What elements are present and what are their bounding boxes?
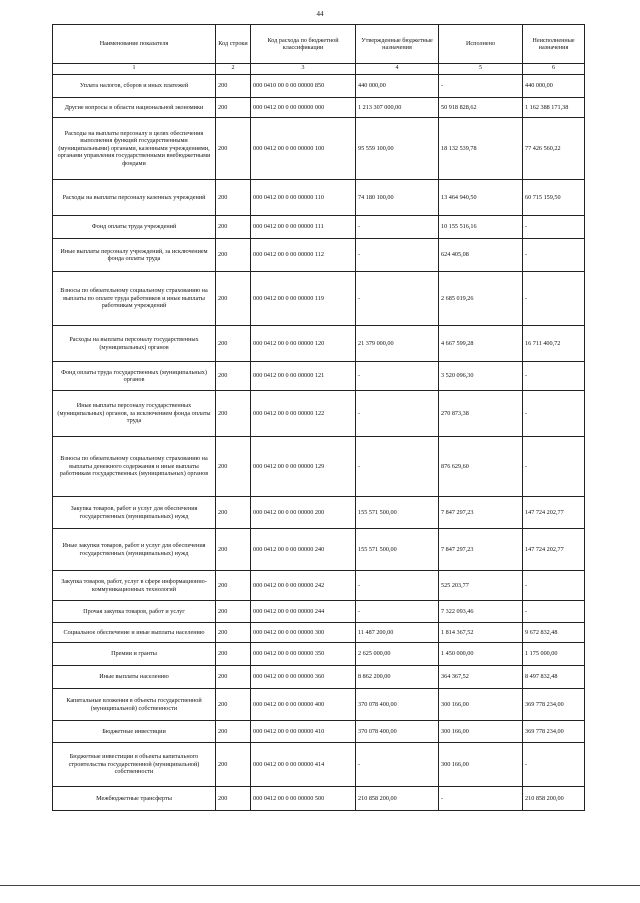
unexecuted-amount-cell: 9 672 832,48	[523, 623, 585, 643]
line-code-cell: 200	[216, 239, 251, 272]
header-row	[53, 25, 585, 64]
approved-amount-cell: 95 559 100,00	[356, 118, 439, 180]
line-code-cell: 200	[216, 437, 251, 497]
table-row	[53, 180, 585, 216]
table-row	[53, 643, 585, 666]
indicator-name-cell: Расходы на выплаты персоналу в целях обеспечения выполнения функций государственными (муниципальными) органами, казенными учреждениями, органами управления государственными внебюджетными фондами	[53, 118, 216, 180]
executed-amount-cell: 624 405,08	[439, 239, 523, 272]
header-unexecuted: Неисполненные назначения	[523, 25, 585, 64]
approved-amount-cell: -	[356, 391, 439, 437]
unexecuted-amount-cell: 8 497 832,48	[523, 666, 585, 689]
executed-amount-cell: 18 132 539,78	[439, 118, 523, 180]
unexecuted-amount-cell: 60 715 159,50	[523, 180, 585, 216]
column-number-row	[53, 64, 585, 75]
indicator-name-cell: Иные выплаты персоналу государственных (муниципальных) органов, за исключением фонда оплаты труда	[53, 391, 216, 437]
indicator-name-cell: Закупка товаров, работ, услуг в сфере информационно-коммуникационных технологий	[53, 571, 216, 601]
line-code-cell: 200	[216, 497, 251, 529]
indicator-name-cell: Взносы по обязательному социальному страхованию на выплаты денежного содержания и иные выплаты работникам государственных (муниципальных) органов	[53, 437, 216, 497]
approved-amount-cell: 8 862 200,00	[356, 666, 439, 689]
classification-code-cell: 000 0412 00 0 00 00000 120	[251, 326, 356, 362]
executed-amount-cell: 300 166,00	[439, 721, 523, 743]
unexecuted-amount-cell: -	[523, 571, 585, 601]
executed-amount-cell: 270 873,38	[439, 391, 523, 437]
indicator-name-cell: Иные выплаты населению	[53, 666, 216, 689]
indicator-name-cell: Расходы на выплаты персоналу государственных (муниципальных) органов	[53, 326, 216, 362]
unexecuted-amount-cell: -	[523, 743, 585, 787]
line-code-cell: 200	[216, 643, 251, 666]
line-code-cell: 200	[216, 180, 251, 216]
table-row	[53, 326, 585, 362]
unexecuted-amount-cell: 16 711 400,72	[523, 326, 585, 362]
indicator-name-cell: Премии и гранты	[53, 643, 216, 666]
classification-code-cell: 000 0412 00 0 00 00000 121	[251, 362, 356, 391]
indicator-name-cell: Прочая закупка товаров, работ и услуг	[53, 601, 216, 623]
unexecuted-amount-cell: 440 000,00	[523, 75, 585, 98]
approved-amount-cell: 21 379 000,00	[356, 326, 439, 362]
line-code-cell: 200	[216, 118, 251, 180]
executed-amount-cell: 4 667 599,28	[439, 326, 523, 362]
line-code-cell: 200	[216, 623, 251, 643]
executed-amount-cell: 7 847 297,23	[439, 529, 523, 571]
table-row	[53, 437, 585, 497]
table-row	[53, 666, 585, 689]
executed-amount-cell: 1 814 367,52	[439, 623, 523, 643]
line-code-cell: 200	[216, 689, 251, 721]
unexecuted-amount-cell: -	[523, 362, 585, 391]
table-row	[53, 623, 585, 643]
unexecuted-amount-cell: 210 858 200,00	[523, 787, 585, 811]
unexecuted-amount-cell: -	[523, 239, 585, 272]
approved-amount-cell: -	[356, 216, 439, 239]
indicator-name-cell: Закупка товаров, работ и услуг для обеспечения государственных (муниципальных) нужд	[53, 497, 216, 529]
approved-amount-cell: 370 078 400,00	[356, 721, 439, 743]
classification-code-cell: 000 0412 00 0 00 00000 110	[251, 180, 356, 216]
indicator-name-cell: Бюджетные инвестиции	[53, 721, 216, 743]
table-body	[53, 75, 585, 811]
indicator-name-cell: Другие вопросы в области национальной экономики	[53, 98, 216, 118]
line-code-cell: 200	[216, 666, 251, 689]
executed-amount-cell: 525 203,77	[439, 571, 523, 601]
line-code-cell: 200	[216, 272, 251, 326]
table-row	[53, 98, 585, 118]
unexecuted-amount-cell: -	[523, 272, 585, 326]
line-code-cell: 200	[216, 75, 251, 98]
executed-amount-cell: 13 464 940,50	[439, 180, 523, 216]
line-code-cell: 200	[216, 743, 251, 787]
indicator-name-cell: Межбюджетные трансферты	[53, 787, 216, 811]
table-row	[53, 118, 585, 180]
line-code-cell: 200	[216, 216, 251, 239]
column-number: 1	[53, 64, 216, 75]
approved-amount-cell: 370 078 400,00	[356, 689, 439, 721]
approved-amount-cell: -	[356, 743, 439, 787]
approved-amount-cell: -	[356, 239, 439, 272]
table-row	[53, 216, 585, 239]
table-row	[53, 497, 585, 529]
indicator-name-cell: Иные выплаты персоналу учреждений, за исключением фонда оплаты труда	[53, 239, 216, 272]
indicator-name-cell: Расходы на выплаты персоналу казенных учреждений	[53, 180, 216, 216]
classification-code-cell: 000 0412 00 0 00 00000 000	[251, 98, 356, 118]
approved-amount-cell: -	[356, 362, 439, 391]
budget-execution-table	[52, 24, 585, 811]
executed-amount-cell: 300 166,00	[439, 743, 523, 787]
table-row	[53, 529, 585, 571]
executed-amount-cell: 300 166,00	[439, 689, 523, 721]
classification-code-cell: 000 0412 00 0 00 00000 200	[251, 497, 356, 529]
indicator-name-cell: Иные закупки товаров, работ и услуг для обеспечения государственных (муниципальных) нужд	[53, 529, 216, 571]
indicator-name-cell: Фонд оплаты труда учреждений	[53, 216, 216, 239]
header-indicator-name: Наименование показателя	[53, 25, 216, 64]
classification-code-cell: 000 0412 00 0 00 00000 244	[251, 601, 356, 623]
unexecuted-amount-cell: -	[523, 601, 585, 623]
unexecuted-amount-cell: 1 162 388 171,38	[523, 98, 585, 118]
table-row	[53, 689, 585, 721]
classification-code-cell: 000 0412 00 0 00 00000 400	[251, 689, 356, 721]
line-code-cell: 200	[216, 601, 251, 623]
line-code-cell: 200	[216, 529, 251, 571]
unexecuted-amount-cell: 147 724 202,77	[523, 529, 585, 571]
column-number: 3	[251, 64, 356, 75]
executed-amount-cell: 364 367,52	[439, 666, 523, 689]
column-number: 2	[216, 64, 251, 75]
line-code-cell: 200	[216, 721, 251, 743]
table-row	[53, 75, 585, 98]
classification-code-cell: 000 0412 00 0 00 00000 100	[251, 118, 356, 180]
approved-amount-cell: -	[356, 437, 439, 497]
unexecuted-amount-cell: 147 724 202,77	[523, 497, 585, 529]
table-row	[53, 571, 585, 601]
bottom-divider	[0, 885, 640, 886]
approved-amount-cell: -	[356, 571, 439, 601]
executed-amount-cell: -	[439, 75, 523, 98]
classification-code-cell: 000 0412 00 0 00 00000 360	[251, 666, 356, 689]
line-code-cell: 200	[216, 787, 251, 811]
table-row	[53, 721, 585, 743]
classification-code-cell: 000 0412 00 0 00 00000 240	[251, 529, 356, 571]
classification-code-cell: 000 0412 00 0 00 00000 500	[251, 787, 356, 811]
column-number: 5	[439, 64, 523, 75]
executed-amount-cell: 10 155 516,16	[439, 216, 523, 239]
classification-code-cell: 000 0412 00 0 00 00000 410	[251, 721, 356, 743]
approved-amount-cell: 1 213 307 000,00	[356, 98, 439, 118]
unexecuted-amount-cell: 369 778 234,00	[523, 689, 585, 721]
classification-code-cell: 000 0412 00 0 00 00000 112	[251, 239, 356, 272]
line-code-cell: 200	[216, 362, 251, 391]
unexecuted-amount-cell: 1 175 000,00	[523, 643, 585, 666]
table-row	[53, 362, 585, 391]
indicator-name-cell: Бюджетные инвестиции в объекты капитального строительства государственной (муниципальной) собственности	[53, 743, 216, 787]
header-approved: Утвержденные бюджетные назначения	[356, 25, 439, 64]
executed-amount-cell: 3 520 096,30	[439, 362, 523, 391]
unexecuted-amount-cell: -	[523, 437, 585, 497]
approved-amount-cell: 2 625 000,00	[356, 643, 439, 666]
classification-code-cell: 000 0412 00 0 00 00000 414	[251, 743, 356, 787]
classification-code-cell: 000 0412 00 0 00 00000 350	[251, 643, 356, 666]
column-number: 6	[523, 64, 585, 75]
classification-code-cell: 000 0410 00 0 00 00000 850	[251, 75, 356, 98]
approved-amount-cell: -	[356, 601, 439, 623]
line-code-cell: 200	[216, 391, 251, 437]
approved-amount-cell: 210 858 200,00	[356, 787, 439, 811]
approved-amount-cell: 11 487 200,00	[356, 623, 439, 643]
table-row	[53, 601, 585, 623]
approved-amount-cell: 74 180 100,00	[356, 180, 439, 216]
table-row	[53, 391, 585, 437]
header-line-code: Код строки	[216, 25, 251, 64]
approved-amount-cell: -	[356, 272, 439, 326]
approved-amount-cell: 155 571 500,00	[356, 497, 439, 529]
classification-code-cell: 000 0412 00 0 00 00000 129	[251, 437, 356, 497]
header-executed: Исполнено	[439, 25, 523, 64]
executed-amount-cell: 1 450 000,00	[439, 643, 523, 666]
indicator-name-cell: Взносы по обязательному социальному страхованию на выплаты по оплате труда работников и иные выплаты работникам учреждений	[53, 272, 216, 326]
page-number: 44	[316, 10, 324, 18]
executed-amount-cell: -	[439, 787, 523, 811]
classification-code-cell: 000 0412 00 0 00 00000 122	[251, 391, 356, 437]
table-row	[53, 272, 585, 326]
classification-code-cell: 000 0412 00 0 00 00000 119	[251, 272, 356, 326]
indicator-name-cell: Фонд оплаты труда государственных (муниципальных) органов	[53, 362, 216, 391]
classification-code-cell: 000 0412 00 0 00 00000 300	[251, 623, 356, 643]
classification-code-cell: 000 0412 00 0 00 00000 242	[251, 571, 356, 601]
unexecuted-amount-cell: -	[523, 391, 585, 437]
indicator-name-cell: Капитальные вложения в объекты государственной (муниципальной) собственности	[53, 689, 216, 721]
classification-code-cell: 000 0412 00 0 00 00000 111	[251, 216, 356, 239]
executed-amount-cell: 2 685 019,26	[439, 272, 523, 326]
line-code-cell: 200	[216, 98, 251, 118]
line-code-cell: 200	[216, 571, 251, 601]
approved-amount-cell: 155 571 500,00	[356, 529, 439, 571]
line-code-cell: 200	[216, 326, 251, 362]
executed-amount-cell: 876 629,60	[439, 437, 523, 497]
executed-amount-cell: 50 918 828,62	[439, 98, 523, 118]
approved-amount-cell: 440 000,00	[356, 75, 439, 98]
header-classification-code: Код расхода по бюджетной классификации	[251, 25, 356, 64]
unexecuted-amount-cell: 369 778 234,00	[523, 721, 585, 743]
executed-amount-cell: 7 322 093,46	[439, 601, 523, 623]
unexecuted-amount-cell: 77 426 560,22	[523, 118, 585, 180]
column-number: 4	[356, 64, 439, 75]
table-row	[53, 787, 585, 811]
indicator-name-cell: Уплата налогов, сборов и иных платежей	[53, 75, 216, 98]
indicator-name-cell: Социальное обеспечение и иные выплаты населению	[53, 623, 216, 643]
executed-amount-cell: 7 847 297,23	[439, 497, 523, 529]
unexecuted-amount-cell: -	[523, 216, 585, 239]
table-row	[53, 743, 585, 787]
table-row	[53, 239, 585, 272]
